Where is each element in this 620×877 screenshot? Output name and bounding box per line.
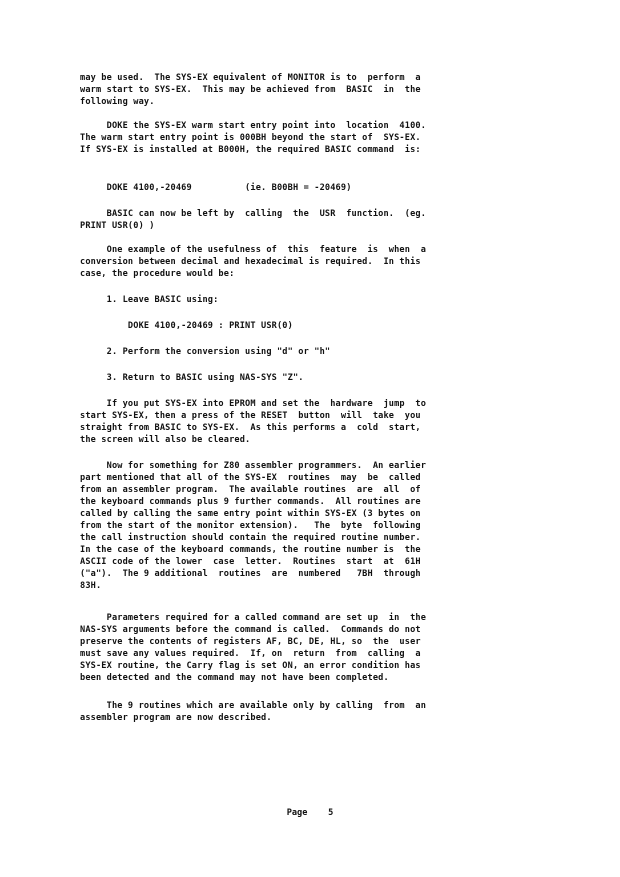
text-line: SYS-EX routine, the Carry flag is set ON, an error condition has bbox=[80, 661, 421, 671]
text-line: ("a"). The 9 additional routines are numbered 7BH through bbox=[80, 569, 421, 579]
text-line: The 9 routines which are available only by calling from an bbox=[80, 701, 427, 711]
text-line: ASCII code of the lower case letter. Routines start at 61H bbox=[80, 557, 421, 567]
text-line: case, the procedure would be: bbox=[80, 269, 235, 279]
step-line: 1. Leave BASIC using: bbox=[80, 295, 219, 305]
text-line: Now for something for Z80 assembler programmers. An earlier bbox=[80, 461, 427, 471]
text-line: PRINT USR(0) ) bbox=[80, 221, 155, 231]
text-line: part mentioned that all of the SYS-EX routines may be called bbox=[80, 473, 421, 483]
text-line: from the start of the monitor extension). The byte following bbox=[80, 521, 421, 531]
text-line: may be used. The SYS-EX equivalent of MONITOR is to perform a bbox=[80, 73, 421, 83]
text-line: In the case of the keyboard commands, the routine number is the bbox=[80, 545, 421, 555]
text-line: called by calling the same entry point within SYS-EX (3 bytes on bbox=[80, 509, 421, 519]
code-line: DOKE 4100,-20469 (ie. B00BH = -20469) bbox=[80, 183, 352, 193]
page-label: Page bbox=[286, 808, 308, 818]
step-line: 3. Return to BASIC using NAS-SYS "Z". bbox=[80, 373, 304, 383]
text-line: been detected and the command may not have been completed. bbox=[80, 673, 389, 683]
step-line: 2. Perform the conversion using "d" or "h" bbox=[80, 347, 331, 357]
text-line: start SYS-EX, then a press of the RESET button will take you bbox=[80, 411, 421, 421]
text-line: following way. bbox=[80, 97, 155, 107]
text-line: NAS-SYS arguments before the command is called. Commands do not bbox=[80, 625, 421, 635]
text-line: DOKE the SYS-EX warm start entry point into location 4100. bbox=[80, 121, 427, 131]
text-line: warm start to SYS-EX. This may be achieved from BASIC in the bbox=[80, 85, 421, 95]
text-line: The warm start entry point is 000BH beyond the start of SYS-EX. bbox=[80, 133, 421, 143]
page-footer bbox=[0, 808, 620, 818]
text-line: straight from BASIC to SYS-EX. As this performs a cold start, bbox=[80, 423, 421, 433]
page-number: 5 bbox=[328, 808, 334, 818]
text-line: preserve the contents of registers AF, BC, DE, HL, so the user bbox=[80, 637, 421, 647]
text-line: If you put SYS-EX into EPROM and set the hardware jump to bbox=[80, 399, 427, 409]
text-line: Parameters required for a called command are set up in the bbox=[80, 613, 427, 623]
text-line: the screen will also be cleared. bbox=[80, 435, 251, 445]
text-line: If SYS-EX is installed at B000H, the required BASIC command is: bbox=[80, 145, 421, 155]
text-line: 83H. bbox=[80, 581, 102, 591]
text-line: the keyboard commands plus 9 further commands. All routines are bbox=[80, 497, 421, 507]
text-line: One example of the usefulness of this feature is when a bbox=[80, 245, 427, 255]
code-line: DOKE 4100,-20469 : PRINT USR(0) bbox=[80, 321, 293, 331]
text-line: from an assembler program. The available routines are all of bbox=[80, 485, 421, 495]
text-line: conversion between decimal and hexadecimal is required. In this bbox=[80, 257, 421, 267]
text-line: must save any values required. If, on return from calling a bbox=[80, 649, 421, 659]
text-line: the call instruction should contain the required routine number. bbox=[80, 533, 421, 543]
text-line: assembler program are now described. bbox=[80, 713, 272, 723]
text-line: BASIC can now be left by calling the USR function. (eg. bbox=[80, 209, 427, 219]
